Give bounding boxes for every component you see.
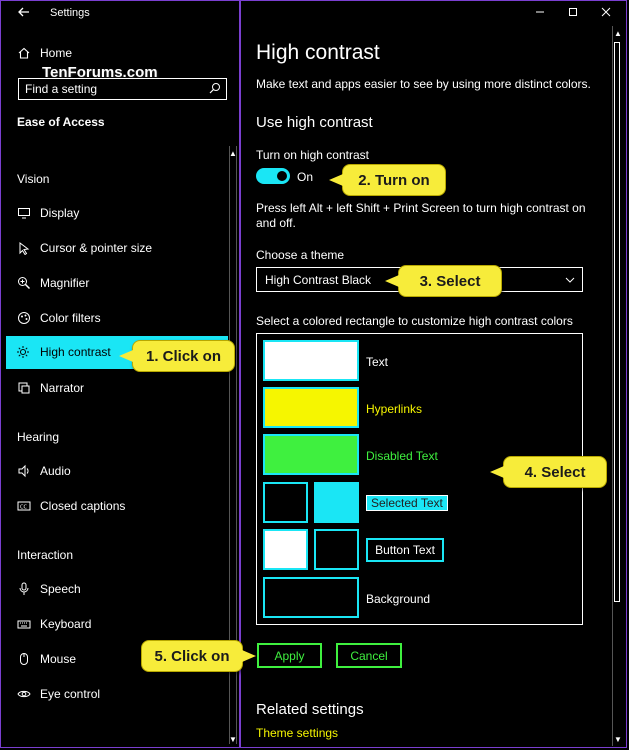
button-text-label-text: Button Text <box>375 543 435 557</box>
shortcut-text-line1: Press left Alt + left Shift + Print Screen to turn high contrast on <box>256 201 586 215</box>
hyperlinks-color-label: Hyperlinks <box>366 402 423 416</box>
theme-settings-link[interactable]: Theme settings <box>256 726 339 740</box>
window-title: Settings <box>50 7 90 19</box>
cancel-button[interactable] <box>336 643 402 668</box>
background-color-label: Background <box>366 592 431 606</box>
display-icon <box>17 206 31 220</box>
callout-text: 4. Select <box>524 463 586 481</box>
disabled-text-color-label: Disabled Text <box>366 449 438 463</box>
section-interaction: Interaction <box>17 548 74 562</box>
callout-pointer <box>329 174 343 186</box>
sidebar-item-display[interactable]: Display <box>40 206 80 220</box>
text-color-swatch[interactable] <box>263 340 359 381</box>
close-button[interactable] <box>596 4 616 20</box>
color-filters-icon <box>17 311 31 325</box>
use-high-contrast-heading: Use high contrast <box>256 114 373 131</box>
callout-select-theme <box>398 265 502 297</box>
theme-dropdown-value: High Contrast Black <box>265 273 372 287</box>
section-vision: Vision <box>17 172 50 186</box>
main-scroll-thumb[interactable] <box>614 42 620 602</box>
back-icon[interactable] <box>17 5 31 19</box>
audio-icon <box>17 464 31 478</box>
callout-text: 2. Turn on <box>358 171 430 189</box>
tenforums-watermark: TenForums.com <box>42 64 158 81</box>
selected-text-label-text: Selected Text <box>371 496 443 510</box>
toggle-knob <box>277 171 287 181</box>
sidebar-scroll-down-icon[interactable]: ▼ <box>229 734 237 744</box>
callout-pointer <box>490 466 504 478</box>
selected-text-bg-swatch[interactable] <box>263 482 308 523</box>
high-contrast-toggle[interactable] <box>256 168 290 184</box>
selected-text-fg-swatch[interactable] <box>314 482 359 523</box>
eye-control-icon <box>17 687 31 701</box>
sidebar-item-cursor[interactable]: Cursor & pointer size <box>40 241 153 255</box>
chevron-down-icon <box>564 274 576 286</box>
maximize-button[interactable] <box>563 4 583 20</box>
pane-divider <box>239 0 241 748</box>
search-box[interactable] <box>18 78 227 100</box>
high-contrast-icon <box>16 345 30 359</box>
sidebar-item-closed-captions[interactable]: Closed captions <box>40 499 126 513</box>
callout-text: 3. Select <box>419 272 481 290</box>
sidebar-scroll-up-icon[interactable]: ▲ <box>229 148 237 158</box>
background-color-swatch[interactable] <box>263 577 359 618</box>
search-icon[interactable] <box>209 82 221 94</box>
callout-click-on-apply <box>141 640 243 672</box>
speech-icon <box>17 582 31 596</box>
button-text-label <box>366 538 444 562</box>
callout-pointer <box>385 275 399 287</box>
disabled-text-color-swatch[interactable] <box>263 434 359 475</box>
main-scroll-down-icon[interactable]: ▼ <box>614 734 622 744</box>
callout-text: 1. Click on <box>145 347 222 365</box>
search-input[interactable]: Find a setting <box>25 82 98 96</box>
minimize-button[interactable] <box>530 4 550 20</box>
page-title: High contrast <box>256 41 380 64</box>
sidebar-item-color-filters[interactable]: Color filters <box>40 311 101 325</box>
related-settings-heading: Related settings <box>256 701 364 718</box>
button-text-bg-swatch[interactable] <box>314 529 359 570</box>
sidebar-item-keyboard[interactable]: Keyboard <box>40 617 92 631</box>
callout-select-colors <box>503 456 607 488</box>
apply-button[interactable] <box>257 643 322 668</box>
toggle-state-label: On <box>297 170 314 184</box>
sidebar-item-label: High contrast <box>40 345 111 359</box>
category-title: Ease of Access <box>17 115 105 129</box>
sidebar-item-audio[interactable]: Audio <box>40 464 71 478</box>
theme-label: Choose a theme <box>256 248 345 262</box>
cancel-button-label: Cancel <box>350 648 388 663</box>
magnifier-icon <box>17 276 31 290</box>
keyboard-icon <box>17 617 31 631</box>
callout-turn-on <box>342 164 446 196</box>
sidebar-item-eye-control[interactable]: Eye control <box>40 687 101 701</box>
text-color-label: Text <box>366 355 389 369</box>
toggle-label: Turn on high contrast <box>256 148 369 162</box>
sidebar-item-magnifier[interactable]: Magnifier <box>40 276 90 290</box>
selected-text-label <box>366 495 448 511</box>
closed-captions-icon <box>17 499 31 513</box>
sidebar-item-mouse[interactable]: Mouse <box>40 652 77 666</box>
home-icon <box>17 46 31 60</box>
sidebar-item-speech[interactable]: Speech <box>40 582 81 596</box>
narrator-icon <box>17 381 31 395</box>
callout-pointer <box>119 350 133 362</box>
button-text-fg-swatch[interactable] <box>263 529 308 570</box>
sidebar-item-narrator[interactable]: Narrator <box>40 381 85 395</box>
page-subtitle: Make text and apps easier to see by using more distinct colors. <box>256 77 591 91</box>
main-scroll-up-icon[interactable]: ▲ <box>614 28 622 38</box>
customize-label: Select a colored rectangle to customize high contrast colors <box>256 314 573 328</box>
section-hearing: Hearing <box>17 430 60 444</box>
hyperlinks-color-swatch[interactable] <box>263 387 359 428</box>
callout-click-on-high-contrast <box>132 340 235 372</box>
cursor-icon <box>17 241 31 255</box>
callout-pointer <box>242 650 256 662</box>
svg-text:CC: CC <box>20 504 27 511</box>
shortcut-text-line2: and off. <box>256 216 296 230</box>
mouse-icon <box>17 652 31 666</box>
apply-button-label: Apply <box>274 648 305 663</box>
callout-text: 5. Click on <box>154 647 230 665</box>
sidebar-item-home[interactable]: Home <box>40 46 73 60</box>
